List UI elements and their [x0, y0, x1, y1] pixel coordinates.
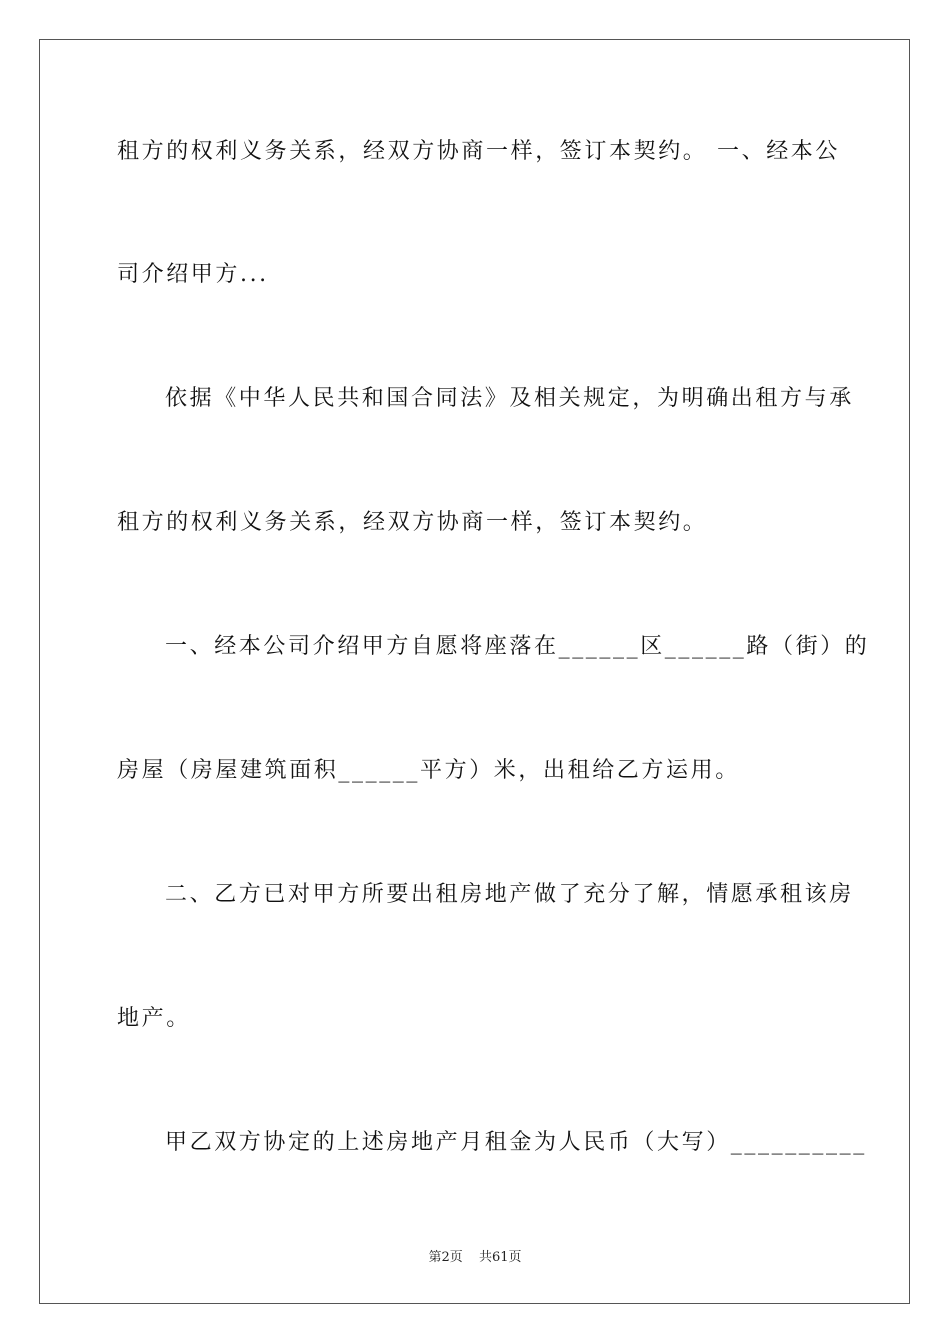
page-footer [0, 1246, 950, 1265]
text-line-6: 房屋（房屋建筑面积______平方）米，出租给乙方运用。 [117, 758, 740, 783]
text-line-2: 司介绍甲方... [117, 262, 269, 287]
text-line-5: 一、经本公司介绍甲方自愿将座落在______区______路（街）的 [165, 634, 870, 659]
text-line-8: 地产。 [117, 1006, 191, 1031]
text-line-7: 二、乙方已对甲方所要出租房地产做了充分了解，情愿承租该房 [165, 882, 854, 907]
page-number: 第2页 [428, 1250, 463, 1265]
text-line-4: 租方的权利义务关系，经双方协商一样，签订本契约。 [117, 510, 708, 535]
text-line-9: 甲乙双方协定的上述房地产月租金为人民币（大写）__________ [165, 1130, 867, 1155]
page-total: 共61页 [478, 1250, 522, 1265]
text-line-3: 依据《中华人民共和国合同法》及相关规定，为明确出租方与承 [165, 386, 854, 411]
text-line-1: 租方的权利义务关系，经双方协商一样，签订本契约。 一、经本公 [117, 139, 840, 164]
page-border [39, 39, 910, 1304]
